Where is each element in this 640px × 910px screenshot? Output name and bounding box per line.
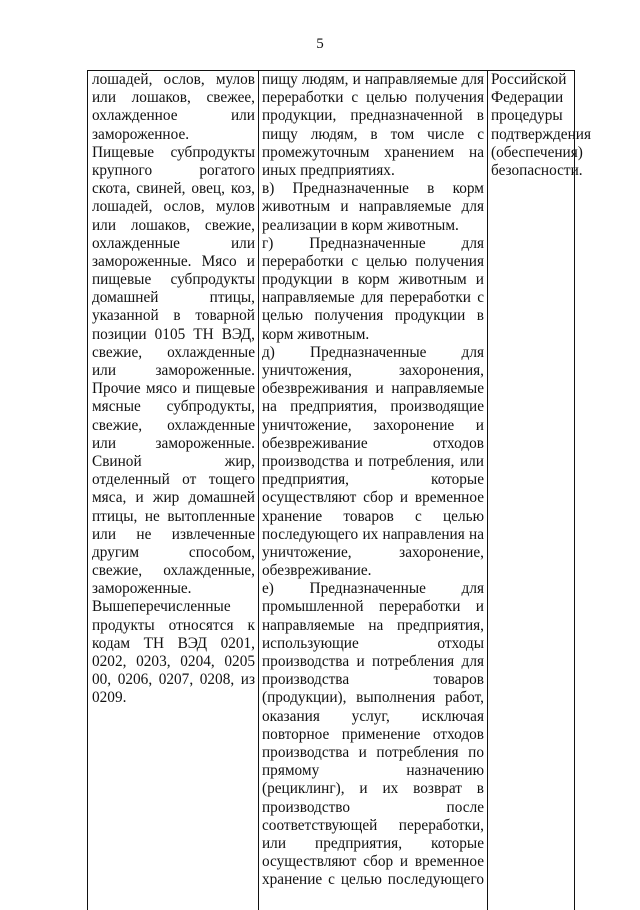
- product-text-line: кодам ТН ВЭД 0201,: [92, 634, 255, 652]
- purpose-text-line: животным и направляемые для: [262, 198, 484, 216]
- purpose-text-line: соответствующей переработки,: [262, 816, 484, 834]
- procedure-text-line: процедуры: [491, 107, 563, 125]
- purpose-text-line: переработки с целью получения: [262, 252, 484, 270]
- product-text-line: или лошаков, свежие,: [92, 216, 255, 234]
- procedure-text-line: (обеспечения): [491, 143, 583, 161]
- product-text-line: Свиной жир,: [92, 452, 255, 470]
- purpose-text-line: пищу людям, в том числе с: [262, 125, 484, 143]
- product-text-line: или замороженные.: [92, 434, 255, 452]
- product-text-line: или замороженные.: [92, 362, 255, 379]
- purpose-text-line: переработки с целью получения: [262, 89, 484, 107]
- product-text-line: отделенный от тощего: [92, 471, 255, 489]
- procedure-text-line: Федерации: [491, 89, 564, 107]
- product-text-line: позиции 0105 ТН ВЭД,: [92, 325, 255, 343]
- purpose-text-line: предприятия, которые: [262, 471, 484, 489]
- purpose-text-line: продукции, предназначенной в: [262, 107, 484, 125]
- product-text-line: продукты относятся к: [92, 616, 255, 634]
- product-text-line: птицы, не вытопленные: [92, 507, 255, 525]
- product-text-line: домашней птицы,: [92, 289, 255, 307]
- product-text-line: пищевые субпродукты: [92, 271, 255, 289]
- purpose-text-line: производства и потребления по: [262, 743, 484, 761]
- purpose-text-line: производства и потребления для: [262, 653, 484, 670]
- product-text-line: другим способом,: [92, 543, 255, 561]
- purpose-text-line: использующие отходы: [262, 634, 484, 652]
- purpose-text-line: направляемые на предприятия,: [262, 616, 484, 634]
- product-text-line: свежие, охлажденные: [92, 343, 255, 361]
- purpose-text-line: обезвреживания и направляемые: [262, 380, 484, 398]
- purpose-text-line: направляемые для переработки с: [262, 289, 484, 307]
- purpose-text-line: (рециклинг), и их возврат в: [262, 780, 484, 798]
- purpose-text-line: хранение с целью последующего: [262, 871, 484, 889]
- product-text-line: Пищевые субпродукты: [92, 143, 255, 161]
- product-text-line: указанной в товарной: [92, 307, 255, 325]
- procedure-text-line: подтверждения: [491, 125, 591, 143]
- purpose-text-line: д) Предназначенные для: [262, 343, 484, 361]
- table-column-procedure: [488, 71, 591, 910]
- purpose-text-line: производство после: [262, 798, 484, 816]
- purpose-text-line: или предприятия, которые: [262, 834, 484, 852]
- product-text-line: крупного рогатого: [92, 161, 255, 179]
- purpose-text-line: е) Предназначенные для: [262, 580, 484, 598]
- product-text-line: замороженное.: [92, 125, 190, 143]
- purpose-text-line: осуществляют сбор и временное: [262, 853, 484, 871]
- product-text-line: охлажденные или: [92, 234, 255, 252]
- page-number: 5: [316, 36, 324, 52]
- purpose-text-line: хранение товаров с целью: [262, 507, 484, 525]
- purpose-text-line: на предприятия, производящие: [262, 398, 484, 416]
- table-column-purpose: [259, 71, 488, 910]
- product-text-line: Вышеперечисленные: [92, 598, 231, 616]
- procedure-text-line: безопасности.: [491, 161, 583, 179]
- purpose-text-line: реализации в корм животным.: [262, 216, 459, 234]
- purpose-text-line: г) Предназначенные для: [262, 234, 484, 252]
- procedure-text-line: Российской: [491, 71, 567, 88]
- product-text-line: охлажденное или: [92, 107, 255, 125]
- purpose-text-line: целью получения продукции в: [262, 307, 484, 325]
- product-text-line: лошадей, ослов, мулов: [92, 198, 255, 216]
- product-text-line: свежие, охлажденные: [92, 416, 255, 434]
- document-table: [87, 70, 591, 910]
- purpose-text-line: производства товаров: [262, 671, 484, 689]
- product-text-line: мясные субпродукты,: [92, 398, 255, 416]
- purpose-text-line: (продукции), выполнения работ,: [262, 689, 484, 707]
- product-text-line: свежие, охлажденные,: [92, 562, 255, 580]
- purpose-text-line: промышленной переработки и: [262, 598, 484, 616]
- purpose-text-line: прямому назначению: [262, 762, 484, 780]
- purpose-text-line: продукции в корм животным и: [262, 271, 484, 289]
- purpose-text-line: иных предприятиях.: [262, 161, 395, 179]
- purpose-text-line: уничтожения, захоронения,: [262, 362, 484, 379]
- purpose-text-line: пищу людям, и направляемые для: [262, 71, 484, 88]
- purpose-text-line: последующего их направления на: [262, 525, 484, 543]
- product-text-line: мяса, и жир домашней: [92, 489, 255, 507]
- product-text-line: 00, 0206, 0207, 0208, из: [92, 671, 255, 689]
- purpose-text-line: осуществляют сбор и временное: [262, 489, 484, 507]
- purpose-text-line: повторное применение отходов: [262, 725, 484, 743]
- product-text-line: замороженные.: [92, 580, 192, 598]
- purpose-text-line: обезвреживание.: [262, 562, 372, 580]
- table-column-product: [88, 71, 259, 910]
- product-text-line: 0209.: [92, 689, 127, 707]
- purpose-text-line: промежуточным хранением на: [262, 143, 484, 161]
- product-text-line: или не извлеченные: [92, 525, 255, 543]
- product-text-line: 0202, 0203, 0204, 0205: [92, 653, 255, 670]
- purpose-text-line: корм животным.: [262, 325, 370, 343]
- product-text-line: замороженные. Мясо и: [92, 252, 255, 270]
- product-text-line: скота, свиней, овец, коз,: [92, 180, 255, 198]
- product-text-line: или лошаков, свежее,: [92, 89, 255, 107]
- purpose-text-line: производства и потребления, или: [262, 452, 484, 470]
- product-text-line: лошадей, ослов, мулов: [92, 71, 255, 88]
- product-text-line: Прочие мясо и пищевые: [92, 380, 255, 398]
- purpose-text-line: уничтожение, захоронение и: [262, 416, 484, 434]
- purpose-text-line: в) Предназначенные в корм: [262, 180, 484, 198]
- purpose-text-line: уничтожение, захоронение,: [262, 543, 484, 561]
- purpose-text-line: обезвреживание отходов: [262, 434, 484, 452]
- purpose-text-line: оказания услуг, исключая: [262, 707, 484, 725]
